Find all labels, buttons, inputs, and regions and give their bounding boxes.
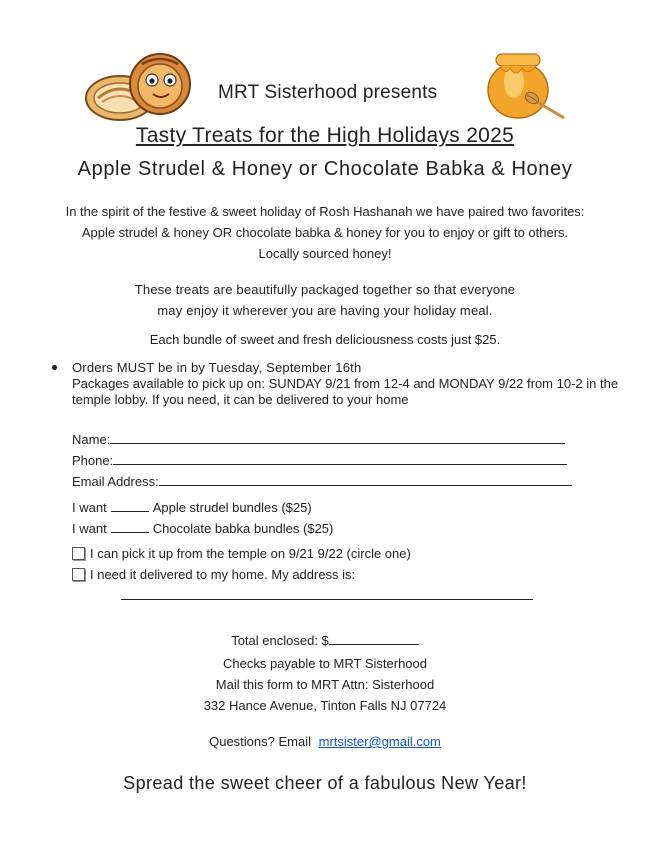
mailing-address: 332 Hance Avenue, Tinton Falls NJ 07724 [203, 698, 447, 713]
questions-label: Questions? Email [209, 734, 311, 749]
bullet-icon [52, 365, 57, 370]
presents-heading: MRT Sisterhood presents [218, 82, 438, 103]
pickup-option-label: I can pick it up from the temple on 9/21 9/22 (circle one) [90, 546, 411, 561]
total-label: Total enclosed: $ [231, 633, 329, 648]
checks-payable: Checks payable to MRT Sisterhood [222, 656, 427, 671]
email-field[interactable] [72, 473, 572, 489]
address-line[interactable] [121, 599, 533, 600]
email-line[interactable] [159, 473, 572, 486]
babka-bundles-label: Chocolate babka bundles ($25) [152, 521, 334, 536]
packaging-line-1: These treats are beautifully packaged together so that everyone [134, 282, 516, 297]
closing-message: Spread the sweet cheer of a fabulous New Year! [123, 773, 527, 793]
phone-label: Phone: [72, 453, 114, 468]
apple-quantity-row [72, 499, 312, 515]
honey-pot-illustration [486, 46, 568, 122]
page-title: Tasty Treats for the High Holidays 2025 [135, 124, 515, 147]
contact-email-link[interactable]: mrtsister@gmail.com [318, 734, 441, 749]
intro-line-2: Apple strudel & honey OR chocolate babka & honey for you to enjoy or gift to others. [81, 225, 569, 240]
babka-quantity-blank[interactable] [111, 520, 149, 533]
phone-line[interactable] [113, 452, 567, 465]
orders-deadline: Orders MUST be in by Tuesday, September 16th [72, 360, 362, 375]
pickup-checkbox[interactable] [72, 547, 85, 560]
apple-bundles-label: Apple strudel bundles ($25) [152, 500, 312, 515]
phone-field[interactable] [72, 452, 567, 468]
orders-info [72, 360, 632, 408]
packaging-line-2: may enjoy it wherever you are having your holiday meal. [157, 303, 493, 318]
want-prefix: I want [72, 500, 107, 515]
want-prefix: I want [72, 521, 107, 536]
total-blank[interactable] [329, 632, 419, 645]
page-subtitle: Apple Strudel & Honey or Chocolate Babka & Honey [77, 158, 573, 180]
mail-instructions: Mail this form to MRT Attn: Sisterhood [215, 677, 435, 692]
apple-quantity-blank[interactable] [111, 499, 149, 512]
pickup-option[interactable] [72, 546, 411, 561]
questions-line [0, 734, 650, 749]
intro-line-1: In the spirit of the festive & sweet holiday of Rosh Hashanah we have paired two favorites: [65, 204, 585, 219]
name-line[interactable] [110, 431, 565, 444]
delivery-option-label: I need it delivered to my home. My address is: [90, 567, 356, 582]
delivery-checkbox[interactable] [72, 568, 85, 581]
intro-line-3: Locally sourced honey! [258, 246, 392, 261]
total-enclosed [0, 632, 650, 648]
pickup-info: Packages available to pick up on: SUNDAY 9/21 from 12-4 and MONDAY 9/22 from 10-2 in the temple lobby. If you need, it can be delivered to your home [72, 376, 619, 407]
babka-quantity-row [72, 520, 333, 536]
name-field[interactable] [72, 431, 565, 447]
email-label: Email Address: [72, 474, 159, 489]
strudel-illustration [84, 50, 194, 122]
delivery-option[interactable] [72, 567, 355, 582]
name-label: Name: [72, 432, 111, 447]
price-line: Each bundle of sweet and fresh deliciousness costs just $25. [149, 332, 501, 347]
